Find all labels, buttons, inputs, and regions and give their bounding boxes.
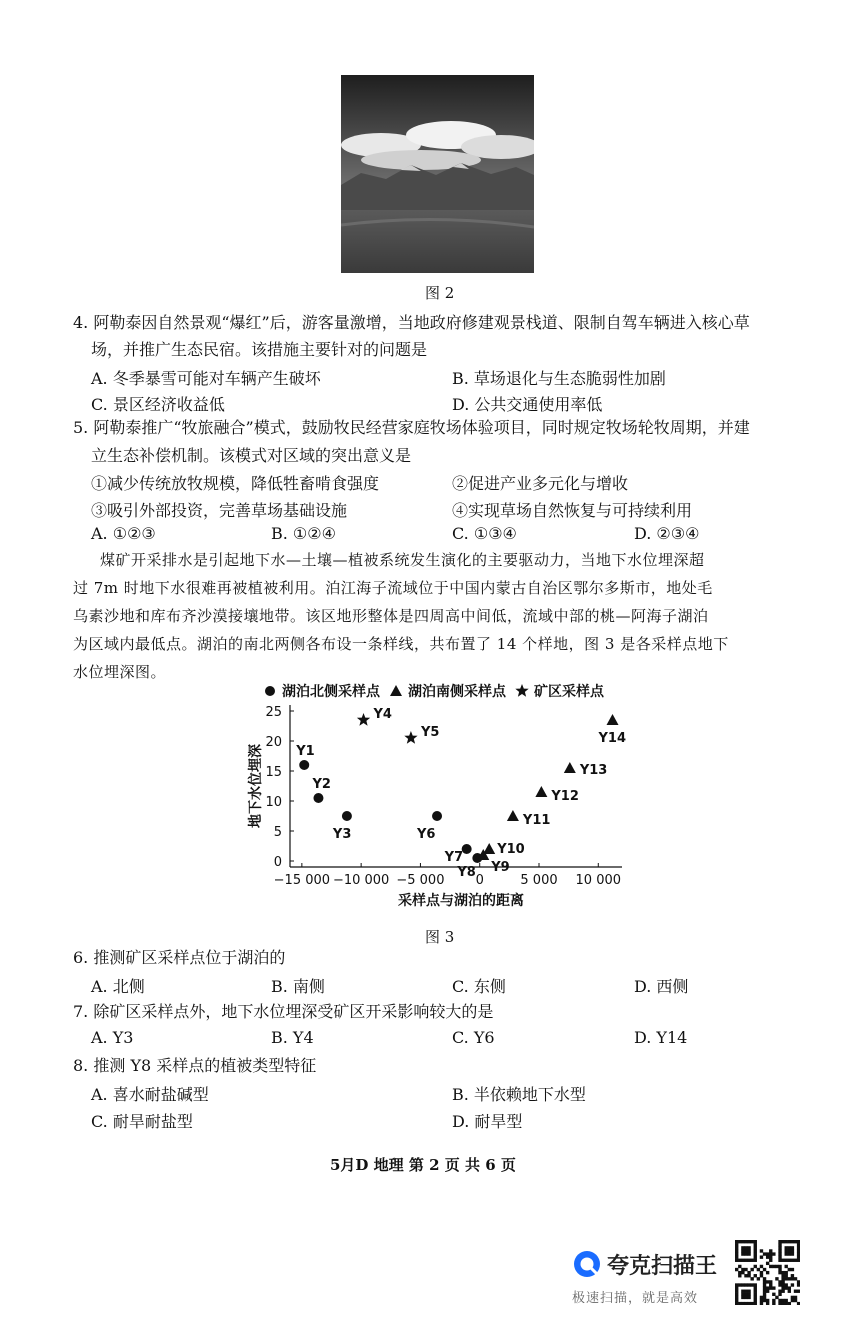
page-footer: 5月D 地理 第 2 页 共 6 页 xyxy=(330,1156,516,1174)
q5-item-2: ②促进产业多元化与增收 xyxy=(452,474,629,493)
data-point-y13 xyxy=(564,762,576,773)
figure3-caption: 图 3 xyxy=(425,928,455,946)
q7-option-d: D. Y14 xyxy=(634,1028,688,1047)
x-axis-label: 采样点与湖泊的距离 xyxy=(398,893,524,909)
legend-marker-star xyxy=(515,684,528,697)
q6-option-d: D. 西侧 xyxy=(634,977,689,996)
q8-option-a: A. 喜水耐盐碱型 xyxy=(91,1085,209,1104)
x-tick-label: −5 000 xyxy=(396,873,445,888)
q7-option-a: A. Y3 xyxy=(91,1028,134,1047)
passage-line2: 过 7m 时地下水很难再被植被利用。泊江海子流域位于中国内蒙古自治区鄂尔多斯市，地处毛 xyxy=(73,579,713,597)
data-label-y12: Y12 xyxy=(551,789,579,804)
legend-label: 湖泊南侧采样点 xyxy=(408,684,506,700)
q6-option-b: B. 南侧 xyxy=(271,977,325,996)
data-label-y8: Y8 xyxy=(457,865,476,880)
q5-option-a: A. ①②③ xyxy=(91,524,156,543)
data-point-y6 xyxy=(432,811,442,821)
data-label-y11: Y11 xyxy=(522,813,551,828)
q5-option-b: B. ①②④ xyxy=(271,524,336,543)
landscape-photo xyxy=(341,75,534,273)
q5-option-c: C. ①③④ xyxy=(452,524,517,543)
q4-option-c: C. 景区经济收益低 xyxy=(91,395,225,414)
y-tick-label: 5 xyxy=(273,825,282,840)
y-tick-label: 15 xyxy=(265,765,282,780)
q7-option-c: C. Y6 xyxy=(452,1028,495,1047)
data-label-y3: Y3 xyxy=(332,827,352,842)
quark-logo-icon xyxy=(572,1249,602,1279)
q4-option-a: A. 冬季暴雪可能对车辆产生破坏 xyxy=(91,369,321,388)
data-point-y12 xyxy=(535,786,547,797)
data-point-y2 xyxy=(313,793,323,803)
passage-line1: 煤矿开采排水是引起地下水—土壤—植被系统发生演化的主要驱动力，当地下水位埋深超 xyxy=(100,551,705,569)
data-label-y1: Y1 xyxy=(296,744,315,759)
scanner-brand: 夸克扫描王 xyxy=(607,1254,718,1279)
q7-stem: 7. 除矿区采样点外，地下水位埋深受矿区开采影响较大的是 xyxy=(73,1002,494,1021)
y-tick-label: 10 xyxy=(265,795,282,810)
data-point-y10 xyxy=(483,843,495,854)
y-tick-label: 20 xyxy=(265,735,282,750)
q8-option-b: B. 半依赖地下水型 xyxy=(452,1085,586,1104)
legend-marker-circle xyxy=(265,686,275,696)
figure2-caption: 图 2 xyxy=(425,284,455,302)
data-point-y4 xyxy=(357,713,370,726)
data-label-y2: Y2 xyxy=(312,777,331,792)
groundwater-depth-chart xyxy=(230,675,650,920)
q4-option-d: D. 公共交通使用率低 xyxy=(452,395,603,414)
data-point-y11 xyxy=(507,810,519,821)
legend-label: 湖泊北侧采样点 xyxy=(282,684,380,700)
q8-stem: 8. 推测 Y8 采样点的植被类型特征 xyxy=(73,1056,317,1075)
legend-marker-triangle xyxy=(390,685,402,696)
q4-option-b: B. 草场退化与生态脆弱性加剧 xyxy=(452,369,666,388)
data-label-y6: Y6 xyxy=(417,827,436,842)
passage-line5: 水位埋深图。 xyxy=(73,663,167,681)
data-label-y7: Y7 xyxy=(444,850,464,865)
data-label-y5: Y5 xyxy=(420,725,440,740)
data-label-y13: Y13 xyxy=(579,763,608,778)
q8-option-c: C. 耐旱耐盐型 xyxy=(91,1112,193,1131)
x-tick-label: 5 000 xyxy=(520,873,558,888)
q5-item-1: ①减少传统放牧规模，降低牲畜啃食强度 xyxy=(91,474,380,493)
data-point-y14 xyxy=(607,714,619,725)
data-label-y10: Y10 xyxy=(497,842,525,857)
x-tick-label: −15 000 xyxy=(273,873,331,888)
q6-option-c: C. 东侧 xyxy=(452,977,506,996)
qr-code-icon xyxy=(735,1240,800,1305)
q5-stem-line2: 立生态补偿机制。该模式对区域的突出意义是 xyxy=(91,446,412,465)
x-tick-label: 0 xyxy=(475,873,484,888)
data-label-y9: Y9 xyxy=(491,860,510,875)
data-point-y7 xyxy=(462,844,472,854)
x-tick-label: −10 000 xyxy=(332,873,390,888)
data-label-y4: Y4 xyxy=(373,707,392,722)
q8-option-d: D. 耐旱型 xyxy=(452,1112,523,1131)
q4-stem-line2: 场，并推广生态民宿。该措施主要针对的问题是 xyxy=(91,340,428,359)
y-axis-label: 地下水位埋深 xyxy=(248,744,264,828)
data-label-y14: Y14 xyxy=(598,731,627,746)
y-tick-label: 0 xyxy=(273,855,282,870)
data-point-y5 xyxy=(404,731,417,744)
q7-option-b: B. Y4 xyxy=(271,1028,314,1047)
q6-stem: 6. 推测矿区采样点位于湖泊的 xyxy=(73,948,286,967)
x-tick-label: 10 000 xyxy=(575,873,622,888)
q5-item-4: ④实现草场自然恢复与可持续利用 xyxy=(452,501,693,520)
y-tick-label: 25 xyxy=(265,705,282,720)
passage-line4: 为区域内最低点。湖泊的南北两侧各布设一条样线，共布置了 14 个样地，图 3 是各采样点地下 xyxy=(73,635,729,653)
passage-line3: 乌素沙地和库布齐沙漠接壤地带。该区地形整体是四周高中间低，流域中部的桃—阿海子湖泊 xyxy=(73,607,709,625)
q5-stem-line1: 5. 阿勒泰推广“牧旅融合”模式，鼓励牧民经营家庭牧场体验项目，同时规定牧场轮牧周期，并建 xyxy=(73,418,750,437)
scanner-slogan: 极速扫描，就是高效 xyxy=(572,1291,699,1306)
data-point-y1 xyxy=(299,760,309,770)
legend-label: 矿区采样点 xyxy=(534,684,604,700)
data-point-y3 xyxy=(342,811,352,821)
q6-option-a: A. 北侧 xyxy=(91,977,145,996)
q4-stem-line1: 4. 阿勒泰因自然景观“爆红”后，游客量激增，当地政府修建观景栈道、限制自驾车辆进入核心草 xyxy=(73,313,750,332)
q5-item-3: ③吸引外部投资，完善草场基础设施 xyxy=(91,501,348,520)
q5-option-d: D. ②③④ xyxy=(634,524,700,543)
